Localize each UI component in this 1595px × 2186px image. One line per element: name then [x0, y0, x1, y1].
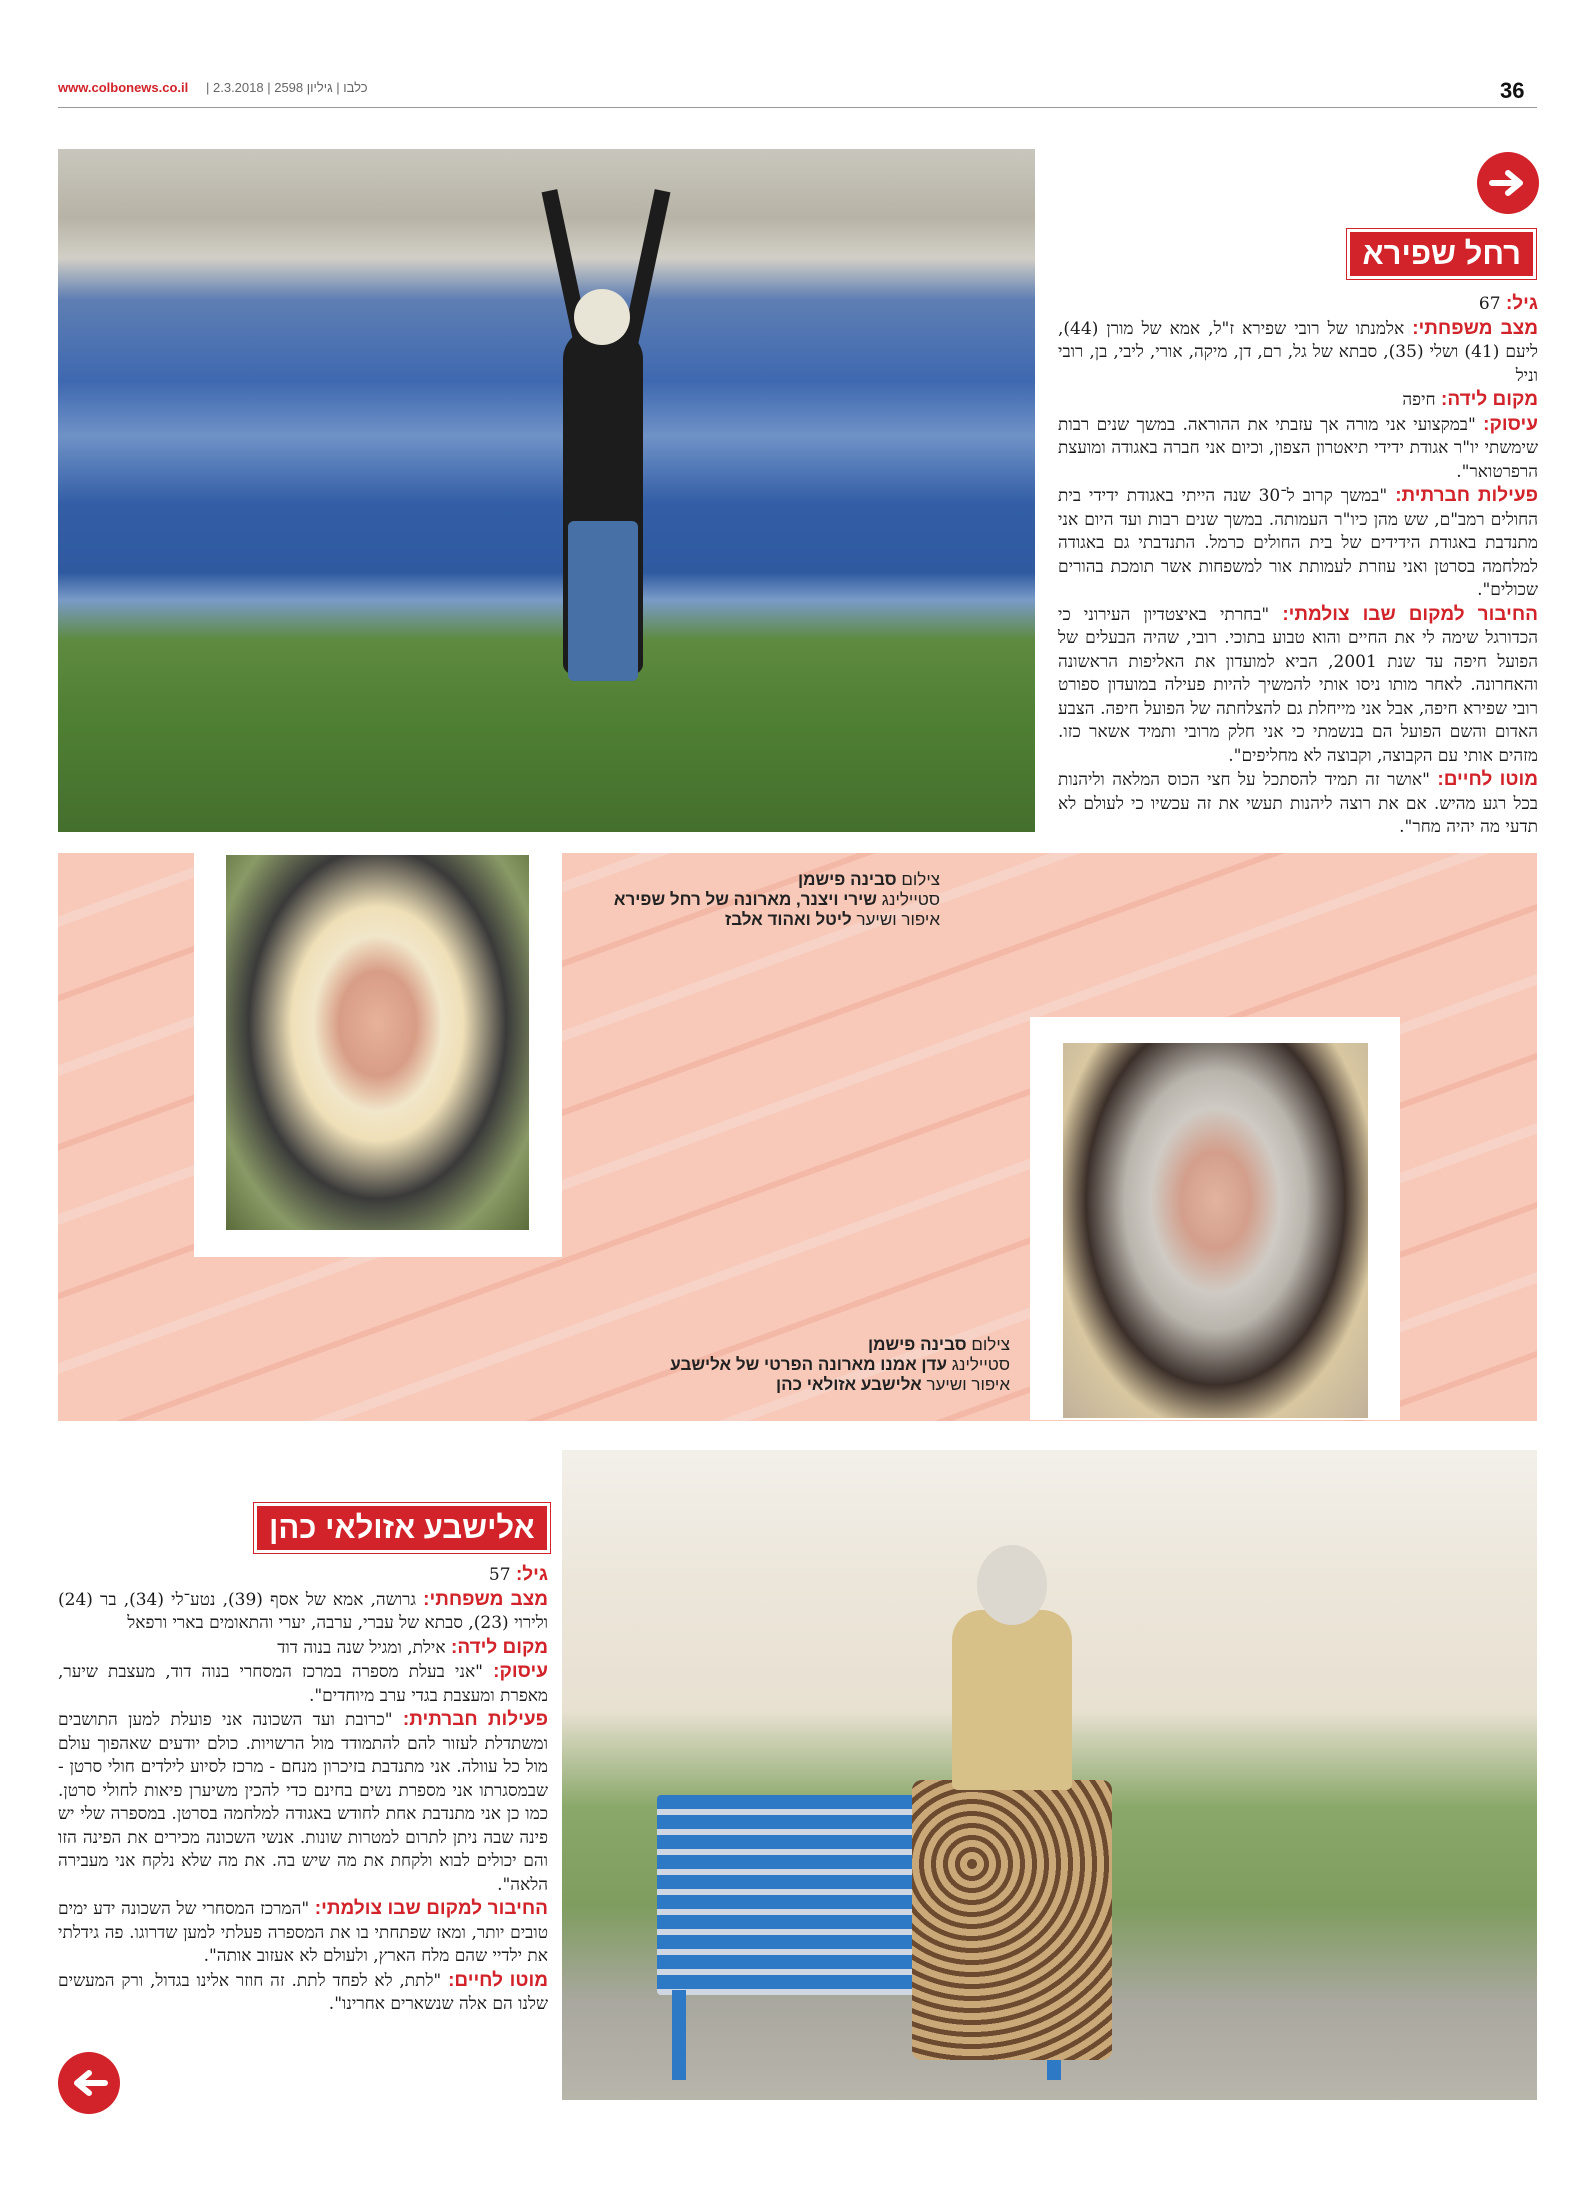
photo-figure-skirt [912, 1780, 1112, 2060]
issue-info: | כלבו | גיליון 2598 | 2.3.2018 [206, 80, 368, 95]
motto-label: מוטו לחיים: [1437, 769, 1538, 790]
credit-styling [560, 1355, 1010, 1375]
profile-name-tag: רחל שפירא [1350, 232, 1533, 276]
occupation-row [58, 1660, 548, 1708]
credit-label: סטיילינג [876, 890, 940, 909]
social-row [1058, 484, 1538, 603]
credit-photo [560, 1335, 1010, 1355]
social-label: פעילות חברתית: [402, 1709, 548, 1730]
stadium-photo [58, 149, 1035, 832]
birthplace-row [1058, 388, 1538, 413]
connection-value: "המרכז המסחרי של השכונה ידע ימים טובים יותר, ומאז שפתחתי בו את המספרה פעלתי למען שדרוגו. פה גידלתי את ילדיי שהם מלח הארץ, ולעולם לא אעזוב אותה". [58, 1899, 548, 1966]
social-value: "במשך קרוב ל־30 שנה הייתי באגודת ידידי בית החולים רמב"ם, שש מהן כיו"ר העמותה. במשך שנים רבות ועד היום אני מתנדבת באגודת הידידים של בית החולים כרמל. התנדבתי גם באגודה למלחמה בסרטן ואני עוזרת לעמותת אור למשפחות אשר תומכת בהורים שכולים". [1058, 486, 1538, 600]
photo-credits [560, 870, 940, 930]
credit-label: סטיילינג [946, 1355, 1010, 1374]
site-url[interactable]: www.colbonews.co.il [58, 80, 189, 95]
age-value: 57 [488, 1565, 516, 1585]
photo-credits [560, 1335, 1010, 1395]
motto-value: "לתת, לא לפחד לתת. זה חוזר אלינו בגדול, ורק המעשים שלנו הם אלה שנשארים אחרינו". [58, 1970, 548, 2014]
credit-name: ליטל ואהוד אלבז [725, 910, 852, 929]
motto-label: מוטו לחיים: [448, 1969, 548, 1991]
credit-styling [560, 890, 940, 910]
photo-figure-body [952, 1610, 1072, 1790]
social-label: פעילות חברתית: [1395, 485, 1539, 506]
credit-makeup [560, 910, 940, 930]
photo-bench-leg [672, 1990, 686, 2080]
portrait-photo-elisheva [1063, 1043, 1368, 1418]
photo-figure-head [574, 289, 630, 345]
page-number: 36 [1500, 78, 1525, 103]
photo-figure-legs [568, 521, 638, 681]
profile-bio [58, 1563, 548, 2017]
birthplace-value: אילת, ומגיל שנה בנוה דוד [277, 1637, 451, 1658]
credit-label: איפור ושיער [921, 1375, 1010, 1394]
birthplace-label: מקום לידה: [451, 1636, 548, 1658]
credit-label: איפור ושיער [851, 910, 940, 929]
occupation-row [1058, 413, 1538, 485]
credit-label: צילום [896, 870, 940, 889]
social-value: "כרובת ועד השכונה אני פועלת למען התושבים ומשתדלת לעזור להם להתמודד מול הרשויות. כולם יודעים שאהפוך עולם מול כל עוולה. אני מתנדבת בזיכרון מנחם - מרכז לסיוע לילדים חולי סרטן - שבמסגרתו אני מספרת נשים בחינם כדי להכין משיערן פיאות לחולי סרטן. כמו כן אני מתנדבת אחת לחודש באגודה למלחמה בסרטן. במספרה שלי יש פינה שבה ניתן לתרום למטרות שונות. אנשי השכונה מכירים את הפינה הזו והם יכולים לבוא ולקחת את מה שיש בה. את מה שלא נלקח אני מעבירה הלאה". [58, 1710, 548, 1895]
credit-makeup [560, 1375, 1010, 1395]
portrait-photo-rachel [226, 855, 529, 1230]
age-row [58, 1563, 548, 1588]
motto-row [1058, 768, 1538, 840]
bench-photo [562, 1450, 1537, 2100]
occupation-value: "אני בעלת מספרה במרכז המסחרי בנוה דוד, מעצבת שיער, מאפרת ומעצבת בגדי ערב מיוחדים". [58, 1662, 548, 1706]
profile-bio [1058, 292, 1538, 840]
credit-name: סבינה פישמן [868, 1335, 967, 1354]
arrow-left-icon[interactable] [58, 2052, 120, 2114]
birthplace-row [58, 1636, 548, 1661]
credit-name: שירי ויצנר, מארונה של רחל שפירא [613, 890, 877, 909]
birthplace-label: מקום לידה: [1441, 389, 1538, 410]
family-row [1058, 317, 1538, 389]
age-label: גיל: [1505, 293, 1538, 314]
motto-row [58, 1969, 548, 2017]
family-value: גרושה, אמא של אסף (39), נטע־לי (34), בר (24) ולירוי (23), סבתא של עברי, ערבה, יערי והתאומים בארי ורפאל [58, 1589, 548, 1633]
social-row [58, 1708, 548, 1897]
connection-value: "בחרתי באיצטדיון העירוני כי הכדורגל שימה לי את החיים והוא טבוע בתוכי. רובי, שהיה הבעלים של הפועל חיפה עד שנת 2001, הביא למועדון את האליפות הראשונה והאחרונה. לאחר מותו ניסו אותי להמשיך להיות פעילה במועדון ספורט רובי שפירא חיפה, אבל אני מייחלת גם להצלחתה של הפועל חיפה. הצבע האדום והשם הפועל הם בנשמתי כי אני חלק מרובי ותמיד אשאר כזו. מזהים אותי עם הקבוצה, וקבוצה לא מחליפים". [1058, 604, 1538, 766]
credit-label: צילום [966, 1335, 1010, 1354]
occupation-label: עיסוק: [1483, 413, 1538, 435]
family-label: מצב משפחתי: [1412, 317, 1539, 339]
header-divider [58, 107, 1537, 108]
occupation-label: עיסוק: [493, 1661, 548, 1682]
birthplace-value: חיפה [1402, 390, 1441, 410]
connection-row [58, 1897, 548, 1969]
family-value: אלמנתו של רובי שפירא ז"ל, אמא של מורן (44), ליעם (41) ושלי (35), סבתא של גל, רם, דן, מיקה, אורי, ליבי, בן, רובי וניל [1058, 318, 1539, 386]
credit-name: עדן אמנו מארונה הפרטי של אלישבע [670, 1355, 947, 1374]
photo-figure-arm [622, 189, 671, 349]
credit-photo [560, 870, 940, 890]
connection-row [1058, 603, 1538, 769]
credit-name: סבינה פישמן [798, 870, 897, 889]
family-label: מצב משפחתי: [423, 1588, 548, 1610]
family-row [58, 1588, 548, 1636]
occupation-value: "במקצועי אני מורה אך עזבתי את ההוראה. במשך שנים רבות שימשתי יו"ר אגודת ידידי תיאטרון הצפון, וכיום אני חברה באגודה ומועצת הרפרטואר". [1058, 414, 1538, 482]
motto-value: "אושר זה תמיד להסתכל על חצי הכוס המלאה וליהנות בכל רגע מהיש. אם את רוצה ליהנות תעשי את זה עכשיו כי לעולם לא תדעי מה יהיה מחר". [1058, 770, 1538, 837]
age-value: 67 [1478, 294, 1506, 314]
profile-name-tag: אלישבע אזולאי כהן [257, 1506, 547, 1550]
age-label: גיל: [515, 1564, 548, 1585]
age-row [1058, 292, 1538, 317]
arrow-right-icon[interactable] [1477, 152, 1539, 214]
connection-label: החיבור למקום שבו צולמתי: [1282, 603, 1538, 625]
credit-name: אלישבע אזולאי כהן [776, 1375, 922, 1394]
photo-figure-head [977, 1545, 1047, 1625]
connection-label: החיבור למקום שבו צולמתי: [314, 1898, 548, 1919]
